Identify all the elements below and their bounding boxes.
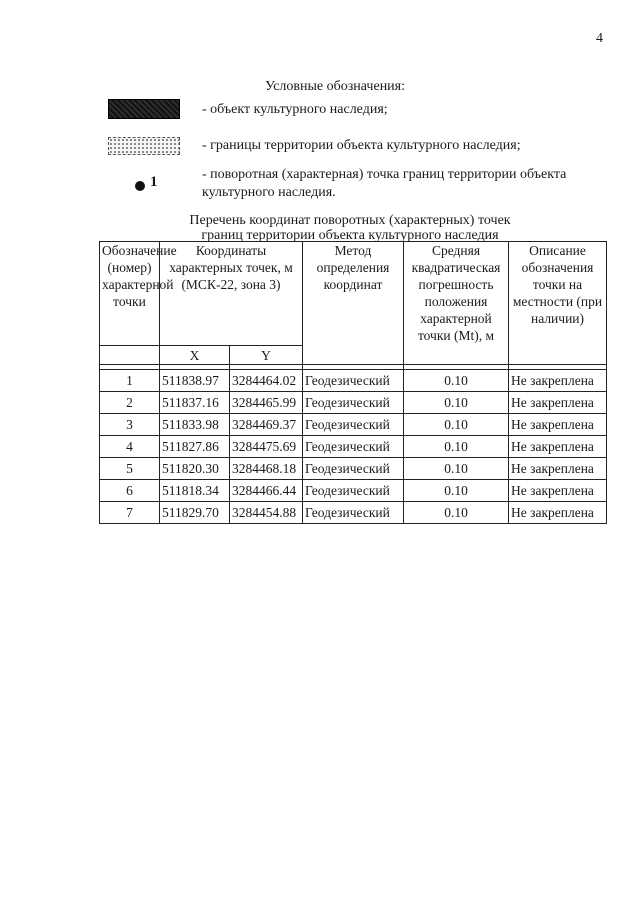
header-y: Y (230, 346, 303, 365)
legend-title: Условные обозначения: (264, 79, 406, 94)
method-cell: Геодезический (303, 458, 404, 480)
table-row (100, 370, 607, 392)
point-number-cell: 6 (100, 480, 160, 502)
error-cell: 0.10 (404, 392, 509, 414)
x-coordinate-cell: 511818.34 (160, 480, 230, 502)
y-coordinate-cell: 3284475.69 (230, 436, 303, 458)
table-row (100, 436, 607, 458)
x-coordinate-cell: 511833.98 (160, 414, 230, 436)
y-coordinate-cell: 3284466.44 (230, 480, 303, 502)
coordinates-table (99, 241, 607, 524)
point-number-cell: 3 (100, 414, 160, 436)
turning-point-label: 1 (150, 174, 158, 190)
table-row (100, 392, 607, 414)
table-row (100, 480, 607, 502)
cultural-heritage-object-swatch-icon (108, 99, 180, 119)
header-error: Средняя квадратическая погрешность положения характерной точки (Mt), м (404, 242, 509, 365)
page-number: 4 (596, 31, 603, 46)
description-cell: Не закреплена (509, 370, 607, 392)
turning-point-marker (135, 174, 158, 191)
description-cell: Не закреплена (509, 392, 607, 414)
description-cell: Не закреплена (509, 480, 607, 502)
point-number-cell: 4 (100, 436, 160, 458)
method-cell: Геодезический (303, 480, 404, 502)
description-cell: Не закреплена (509, 502, 607, 524)
header-description: Описание обозначения точки на местности (при наличии) (509, 242, 607, 365)
description-cell: Не закреплена (509, 436, 607, 458)
x-coordinate-cell: 511829.70 (160, 502, 230, 524)
error-cell: 0.10 (404, 370, 509, 392)
method-cell: Геодезический (303, 414, 404, 436)
point-number-cell: 2 (100, 392, 160, 414)
table-row (100, 458, 607, 480)
point-number-cell: 7 (100, 502, 160, 524)
error-cell: 0.10 (404, 458, 509, 480)
caption-line: границ территории объекта культурного наследия (201, 228, 499, 243)
point-number-cell: 5 (100, 458, 160, 480)
table-row (100, 414, 607, 436)
black-dot-icon (135, 181, 145, 191)
x-coordinate-cell: 511838.97 (160, 370, 230, 392)
y-coordinate-cell: 3284454.88 (230, 502, 303, 524)
legend-item-text: - объект культурного наследия; (202, 102, 388, 117)
y-coordinate-cell: 3284464.02 (230, 370, 303, 392)
y-coordinate-cell: 3284469.37 (230, 414, 303, 436)
error-cell: 0.10 (404, 480, 509, 502)
x-coordinate-cell: 511820.30 (160, 458, 230, 480)
header-coordinates: Координаты характерных точек, м (МСК-22, зона 3) (160, 242, 303, 346)
legend-item-text: - границы территории объекта культурного наследия; (202, 138, 521, 153)
y-coordinate-cell: 3284468.18 (230, 458, 303, 480)
error-cell: 0.10 (404, 436, 509, 458)
description-cell: Не закреплена (509, 414, 607, 436)
error-cell: 0.10 (404, 414, 509, 436)
table-caption (0, 213, 640, 243)
point-number-cell: 1 (100, 370, 160, 392)
x-coordinate-cell: 511837.16 (160, 392, 230, 414)
header-method: Метод определения координат (303, 242, 404, 365)
y-coordinate-cell: 3284465.99 (230, 392, 303, 414)
header-point-number: Обозначение (номер) характерной точки (100, 242, 160, 346)
table-row (100, 502, 607, 524)
territory-boundary-swatch-icon (108, 137, 180, 155)
method-cell: Геодезический (303, 436, 404, 458)
description-cell: Не закреплена (509, 458, 607, 480)
x-coordinate-cell: 511827.86 (160, 436, 230, 458)
header-x: X (160, 346, 230, 365)
method-cell: Геодезический (303, 370, 404, 392)
legend-item-text: - поворотная (характерная) точка границ территории объекта культурного наследия. (202, 167, 567, 200)
method-cell: Геодезический (303, 392, 404, 414)
error-cell: 0.10 (404, 502, 509, 524)
header-blank (100, 346, 160, 365)
method-cell: Геодезический (303, 502, 404, 524)
caption-line: Перечень координат поворотных (характерных) точек (189, 213, 511, 228)
